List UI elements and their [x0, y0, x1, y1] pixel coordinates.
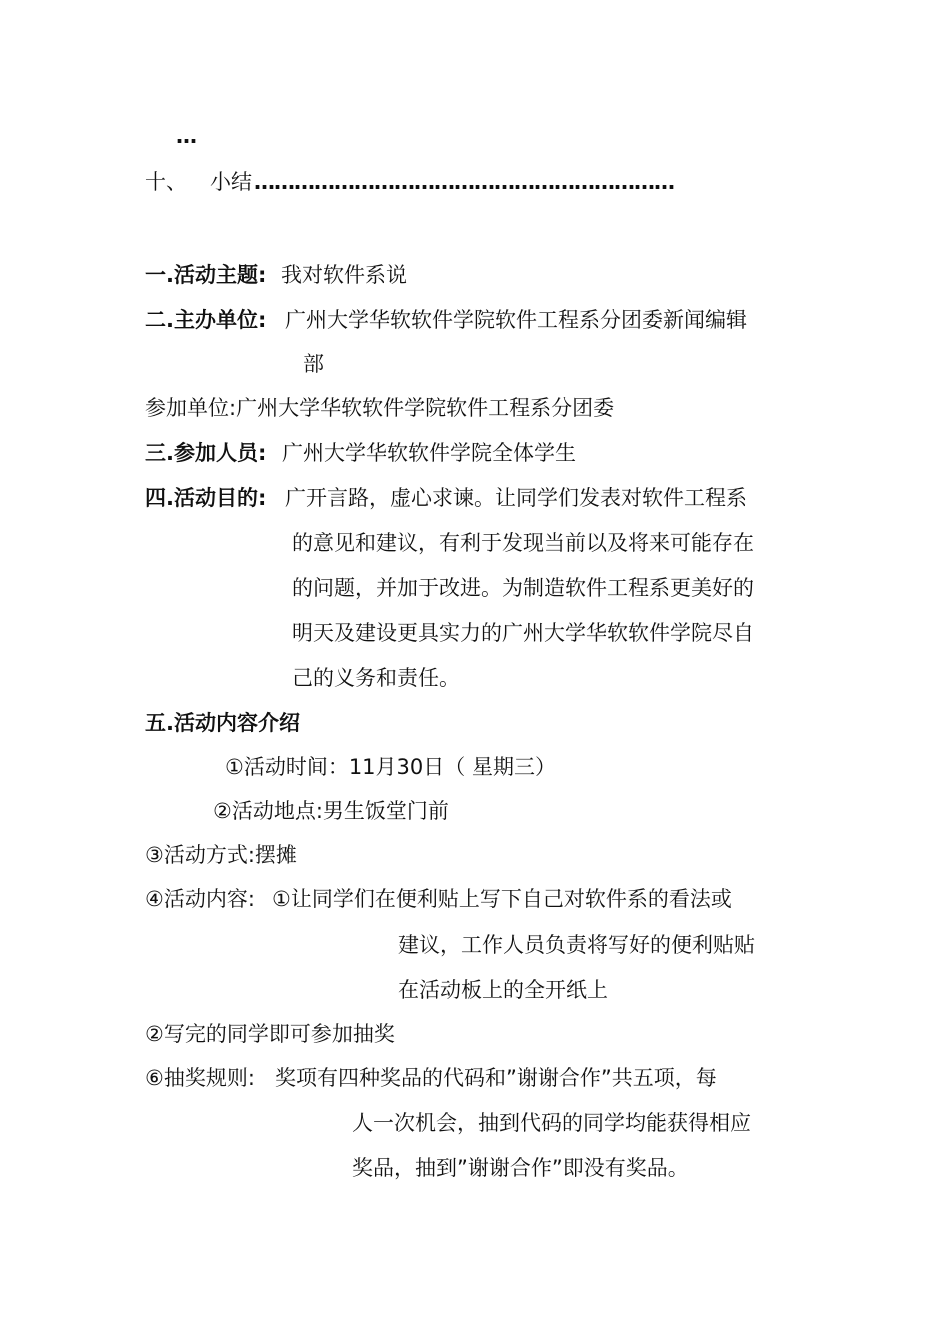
lottery-rules-line: 奖项有四种奖品的代码和”谢谢合作”共五项，每 — [275, 1066, 717, 1090]
organizer-value-line-2: 部 — [303, 352, 324, 376]
purpose-line: 明天及建设更具实力的广州大学华软软件学院尽自 — [292, 621, 754, 645]
toc-item-ten-number: 十、 — [145, 170, 187, 194]
lottery-rules-line: 奖品，抽到”谢谢合作”即没有奖品。 — [352, 1156, 689, 1180]
activity-method: ③活动方式:摆摊 — [145, 843, 297, 867]
participant-unit: 参加单位:广州大学华软软件学院软件工程系分团委 — [145, 396, 615, 420]
purpose-line: 的问题，并加于改进。为制造软件工程系更美好的 — [292, 576, 754, 600]
purpose-label: 四.活动目的: — [145, 486, 267, 510]
purpose-line: 广开言路，虚心求谏。让同学们发表对软件工程系 — [285, 486, 747, 510]
participants-label: 三.参加人员: — [145, 441, 267, 465]
activity-content-line: 建议，工作人员负责将写好的便利贴贴 — [398, 933, 755, 957]
organizer-label: 二.主办单位: — [145, 308, 267, 332]
activity-content-label: ④活动内容: — [145, 887, 255, 911]
lottery-rules-line: 人一次机会，抽到代码的同学均能获得相应 — [352, 1111, 751, 1135]
lottery-join: ②写完的同学即可参加抽奖 — [145, 1022, 395, 1046]
lottery-rules-label: ⑥抽奖规则: — [145, 1066, 255, 1090]
purpose-line: 己的义务和责任。 — [292, 666, 460, 690]
activity-place: ②活动地点:男生饭堂门前 — [213, 799, 449, 823]
activity-content-line: ①让同学们在便利贴上写下自己对软件系的看法或 — [272, 887, 732, 911]
organizer-value-line-1: 广州大学华软软件学院软件工程系分团委新闻编辑 — [285, 308, 747, 332]
theme-value: 我对软件系说 — [281, 263, 407, 287]
activity-content-line: 在活动板上的全开纸上 — [398, 978, 608, 1002]
participants-value: 广州大学华软软件学院全体学生 — [282, 441, 576, 465]
activity-time: ①活动时间：11月30日（ 星期三） — [225, 755, 556, 779]
content-intro-heading: 五.活动内容介绍 — [145, 711, 300, 735]
theme-label: 一.活动主题: — [145, 263, 267, 287]
toc-continuation-dots: … — [176, 124, 196, 148]
toc-item-ten-title: 小结 — [210, 170, 252, 194]
purpose-line: 的意见和建议，有利于发现当前以及将来可能存在 — [292, 531, 754, 555]
toc-item-ten-leader: ……………………………………………………… — [254, 170, 674, 194]
